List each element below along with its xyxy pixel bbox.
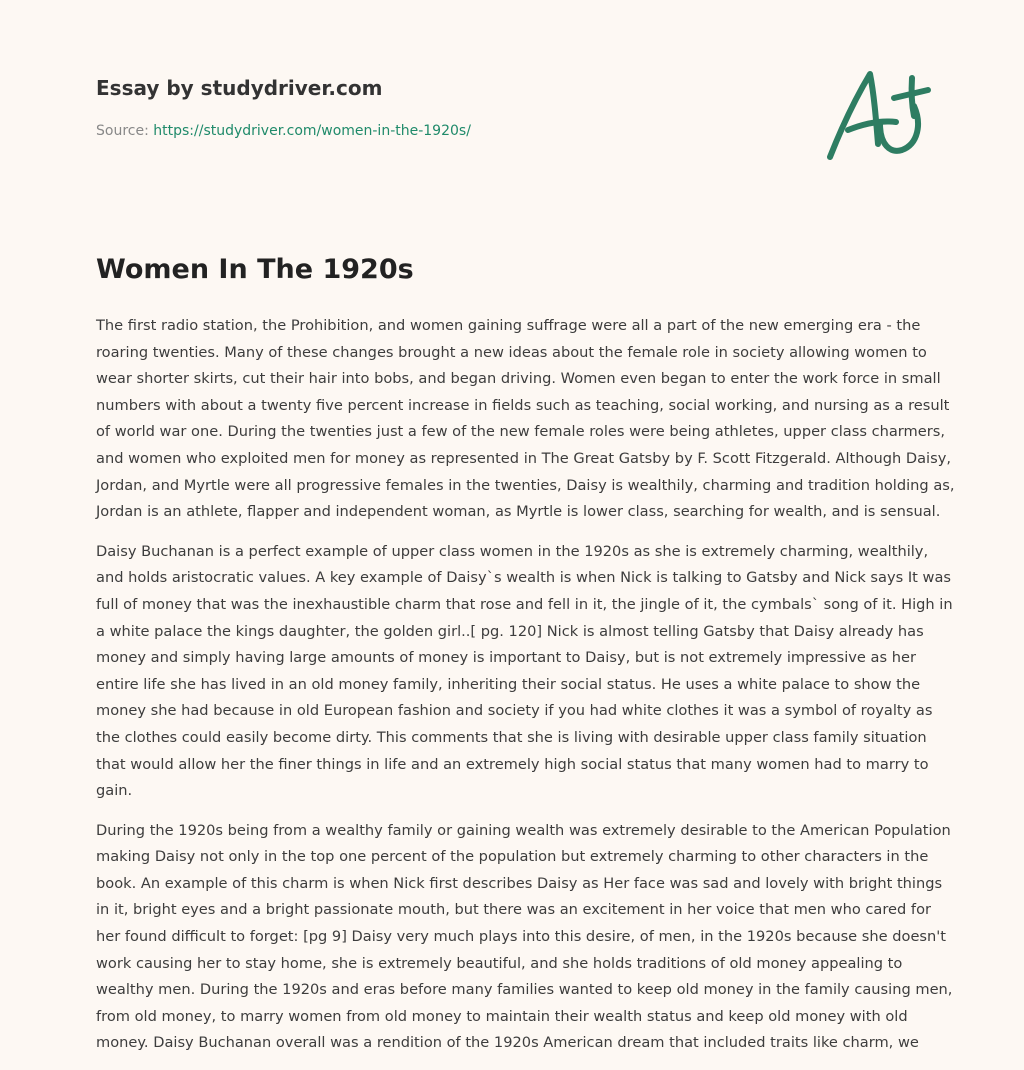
paragraph: The first radio station, the Prohibition, and women gaining suffrage were all a part of the new emerging era - the roaring twenties. Many of these changes brought a new ideas about the female role in society allowing women to wear shorter skirts, cut their hair into bobs, and began driving. Women even began to enter the work force in small numbers with about a twenty five percent increase in fields such as teaching, social working, and nursing as a result of world war one. During the twenties just a few of the new female roles were being athletes, upper class charmers, and women who exploited men for money as represented in The Great Gatsby by F. Scott Fitzgerald. Although Daisy, Jordan, and Myrtle were all progressive females in the twenties, Daisy is wealthily, charming and tradition holding as, Jordan is an athlete, flapper and independent woman, as Myrtle is lower class, searching for wealth, and is sensual. bbox=[96, 317, 955, 521]
essay-body bbox=[96, 313, 958, 1070]
header-title: Essay by studydriver.com bbox=[96, 76, 383, 100]
source-label: Source: bbox=[96, 123, 149, 139]
paragraph: During the 1920s being from a wealthy family or gaining wealth was extremely desirable to the American Population making Daisy not only in the top one percent of the population but extremely charming to other characters in the book. An example of this charm is when Nick first describes Daisy as Her face was sad and lovely with bright things in it, bright eyes and a bright passionate mouth, but there was an excitement in her voice that men who cared for her found difficult to forget: [pg 9] Daisy very much plays into this desire, of men, in the 1920s because she doesn't work causing her to stay home, she is extremely beautiful, and she holds traditions of old money appealing to wealthy men. During the 1920s and eras before many families wanted to keep old money in the family causing men, from old money, to marry women from old money to maintain their wealth status and keep old money with old money. Daisy Buchanan overall was a rendition of the 1920s American dream that included traits like charm, we bbox=[96, 821, 953, 1052]
document-title: Women In The 1920s bbox=[96, 254, 414, 285]
paragraph: Daisy Buchanan is a perfect example of upper class women in the 1920s as she is extremely charming, wealthily, and holds aristocratic values. A key example of Daisy`s wealth is when Nick is talking to Gatsby and Nick says It was full of money that was the inexhaustible charm that rose and fell in it, the jingle of it, the cymbals` song of it. High in a white palace the kings daughter, the golden girl..[ pg. 120] Nick is almost telling Gatsby that Daisy already has money and simply having large amounts of money is important to Daisy, but is not extremely impressive as her entire life she has lived in an old money family, inheriting their social status. He uses a white palace to show the money she had because in old European fashion and society if you had white clothes it was a symbol of royalty as the clothes could easily become dirty. This comments that she is living with desirable upper class family situation that would allow her the finer things in life and an extremely high social status that many women had to marry to gain. bbox=[96, 542, 953, 800]
a-plus-logo-icon bbox=[818, 64, 938, 168]
source-link[interactable]: https://studydriver.com/women-in-the-1920s/ bbox=[153, 123, 471, 139]
source-line bbox=[96, 123, 471, 139]
